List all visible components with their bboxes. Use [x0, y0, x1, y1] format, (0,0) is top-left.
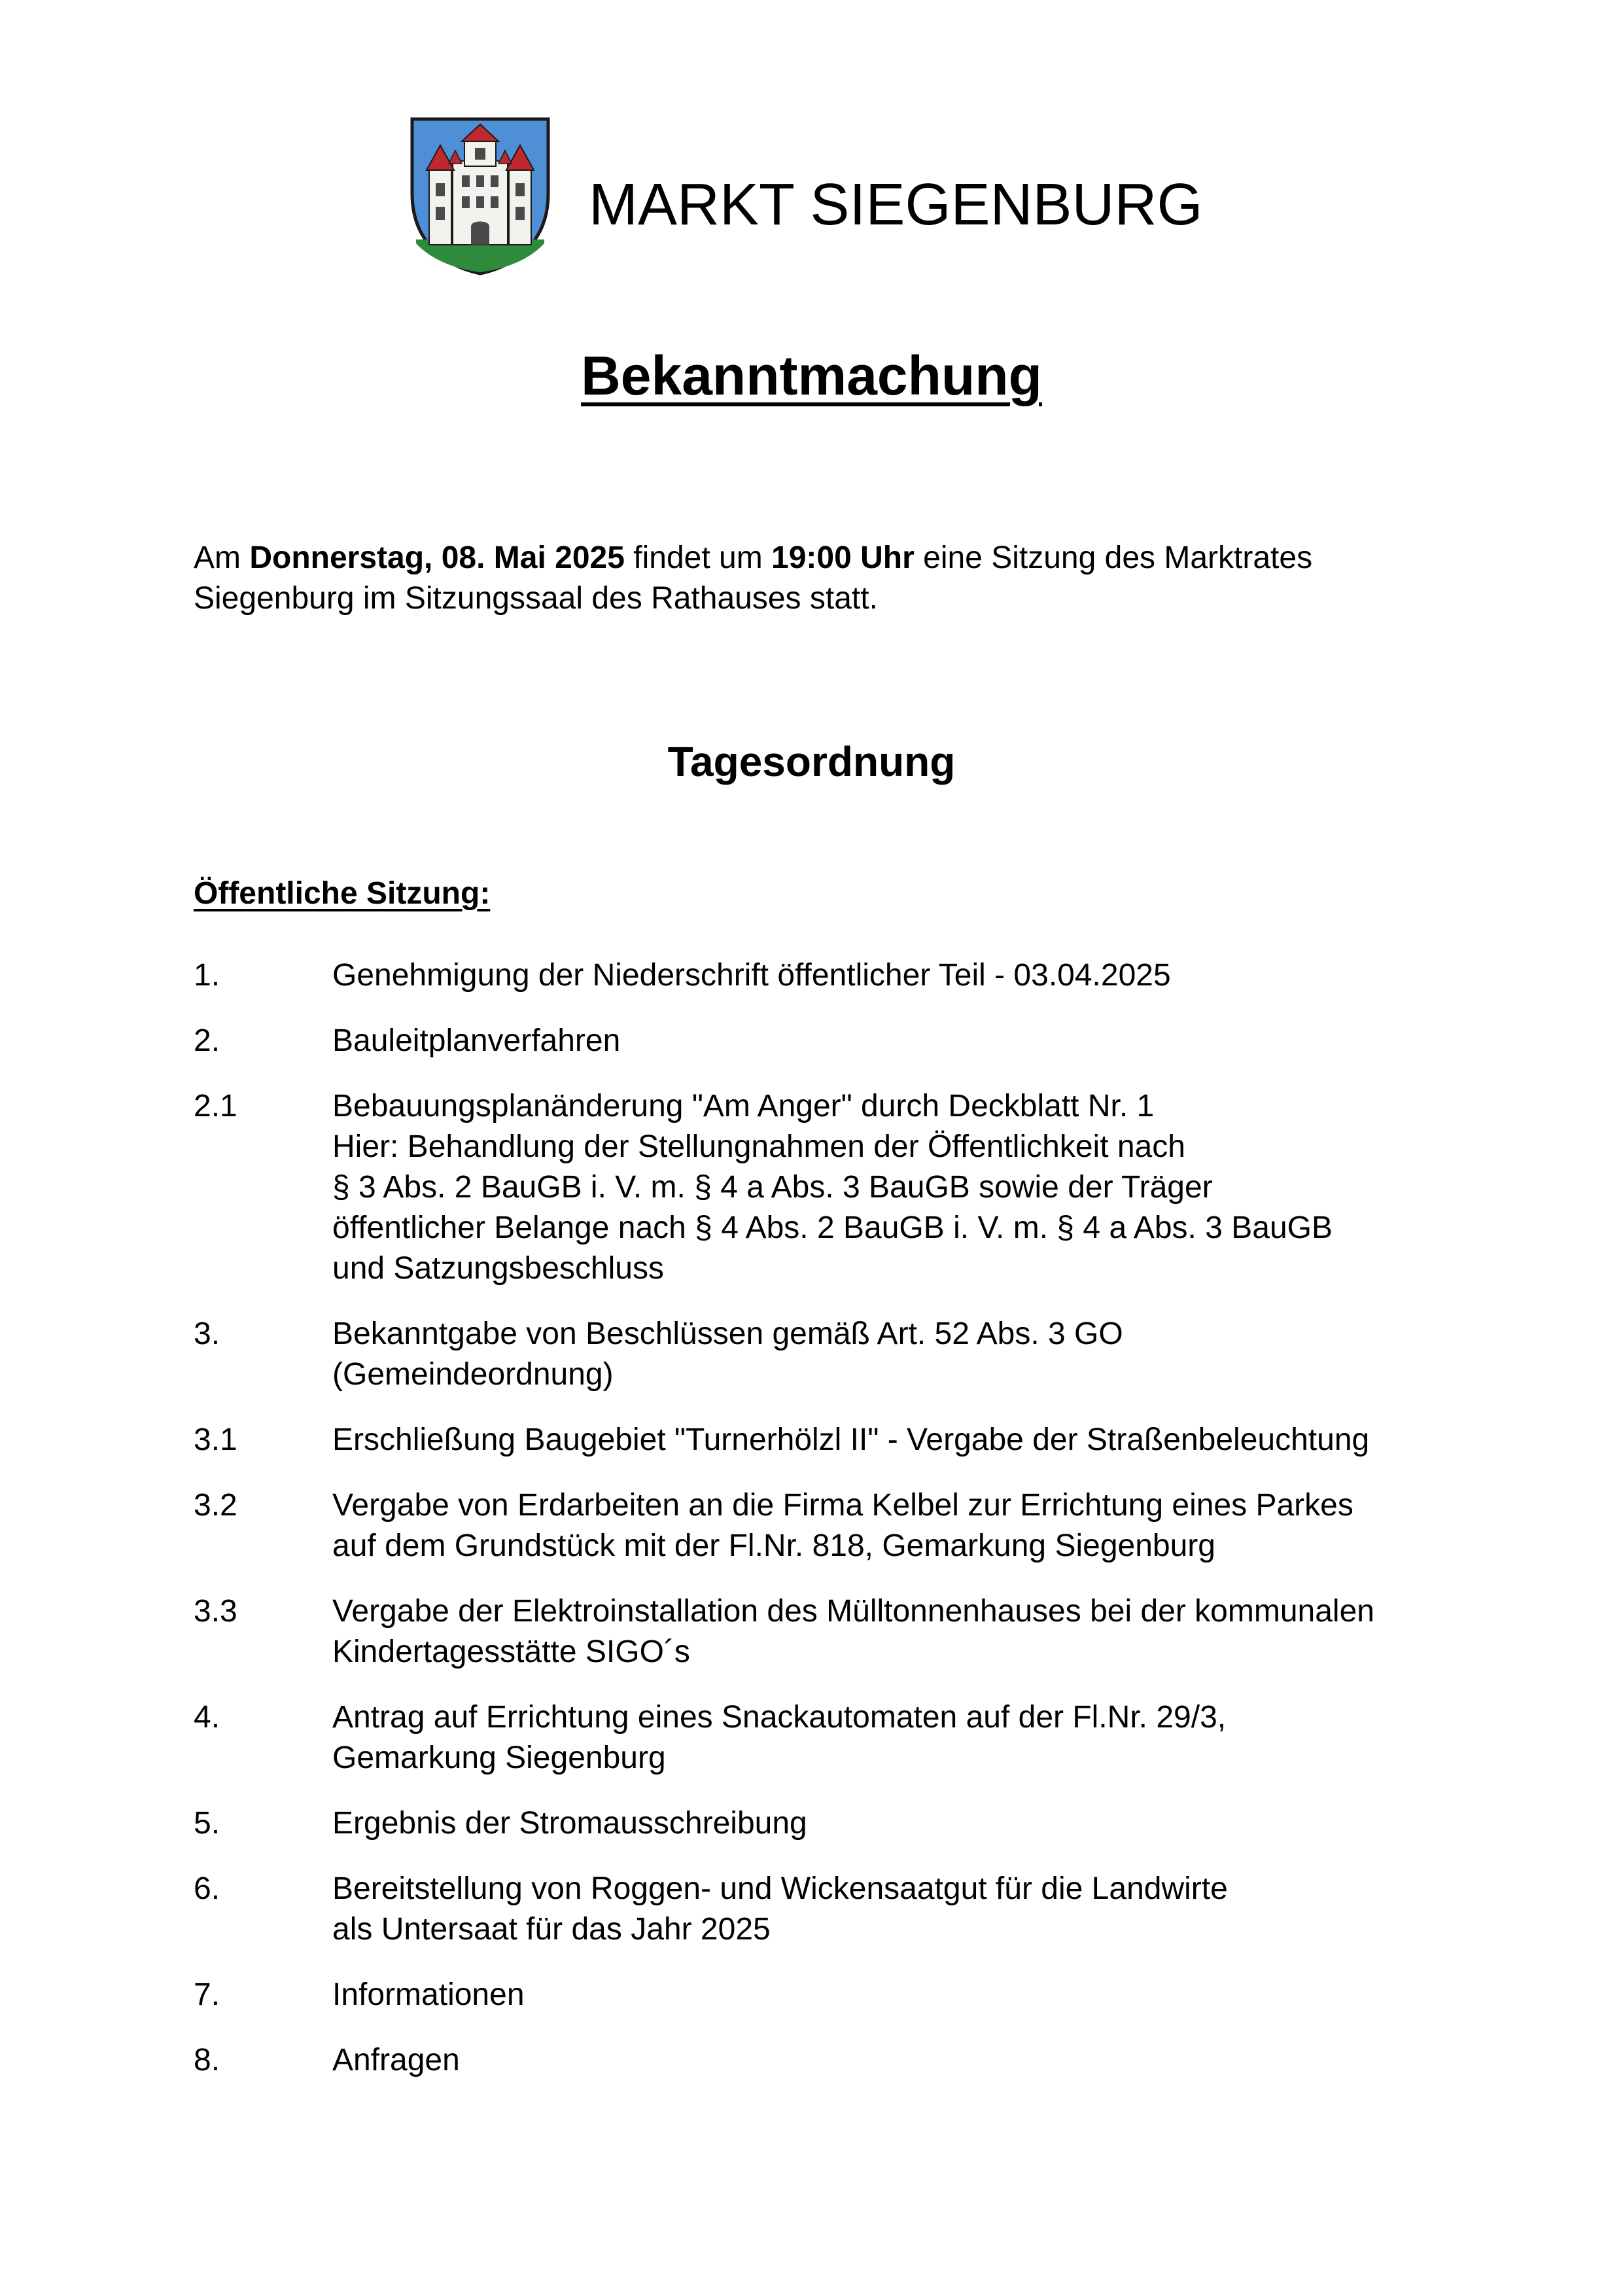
- castle-coat-of-arms-icon: [407, 115, 553, 276]
- agenda-item-number: 6.: [194, 1871, 220, 1906]
- document-title: Bekanntmachung: [581, 345, 1042, 406]
- intro-line-1: Am Donnerstag, 08. Mai 2025 findet um 19:00 Uhr eine Sitzung des Marktrates: [194, 540, 1313, 575]
- agenda-item-text: [332, 1803, 1502, 1844]
- agenda-item-number: 3.3: [194, 1594, 237, 1629]
- agenda-item-text: [332, 1975, 1502, 2015]
- section-heading: Öffentliche Sitzung:: [194, 876, 491, 911]
- agenda-item-text: [332, 1314, 1502, 1395]
- agenda-item-line: öffentlicher Belange nach § 4 Abs. 2 BauGB i. V. m. § 4 a Abs. 3 BauGB: [332, 1210, 1333, 1245]
- agenda-item-line: Ergebnis der Stromausschreibung: [332, 1806, 807, 1841]
- agenda-item-line: Anfragen: [332, 2043, 460, 2077]
- agenda-item-line: Bauleitplanverfahren: [332, 1023, 621, 1058]
- agenda-item-number: 1.: [194, 958, 220, 993]
- agenda-item-line: Informationen: [332, 1977, 525, 2012]
- agenda-item-number: 3.: [194, 1316, 220, 1351]
- agenda-item-number: 2.1: [194, 1089, 237, 1123]
- agenda-item: [194, 1420, 1502, 1460]
- agenda-item: [194, 1697, 1502, 1778]
- agenda-item: [194, 1591, 1502, 1672]
- agenda-item: [194, 1021, 1502, 1061]
- agenda-item-line: Antrag auf Errichtung eines Snackautomaten auf der Fl.Nr. 29/3,: [332, 1700, 1227, 1735]
- agenda-item-line: auf dem Grundstück mit der Fl.Nr. 818, Gemarkung Siegenburg: [332, 1528, 1215, 1563]
- agenda-item-line: § 3 Abs. 2 BauGB i. V. m. § 4 a Abs. 3 BauGB sowie der Träger: [332, 1170, 1213, 1205]
- meeting-date: Donnerstag, 08. Mai 2025: [249, 540, 625, 575]
- agenda-item-text: [332, 1021, 1502, 1061]
- agenda-item: [194, 2040, 1502, 2081]
- meeting-time: 19:00 Uhr: [771, 540, 915, 575]
- agenda-item-text: [332, 1591, 1502, 1672]
- agenda-item-line: (Gemeindeordnung): [332, 1357, 614, 1392]
- agenda-item: [194, 955, 1502, 996]
- agenda-item-line: Bereitstellung von Roggen- und Wickensaatgut für die Landwirte: [332, 1871, 1228, 1906]
- agenda-item-number: 3.2: [194, 1488, 237, 1523]
- agenda-item: [194, 1314, 1502, 1395]
- agenda-item-text: [332, 1420, 1502, 1460]
- agenda-item: [194, 1975, 1502, 2015]
- agenda-item-line: Kindertagesstätte SIGO´s: [332, 1634, 690, 1669]
- agenda-item: [194, 1485, 1502, 1566]
- intro-line-2: Siegenburg im Sitzungssaal des Rathauses statt.: [194, 581, 878, 616]
- agenda-item-line: Vergabe der Elektroinstallation des Mülltonnenhauses bei der kommunalen: [332, 1594, 1374, 1629]
- agenda-item-text: [332, 1869, 1502, 1950]
- org-name: MARKT SIEGENBURG: [589, 172, 1203, 238]
- agenda-item-line: Bekanntgabe von Beschlüssen gemäß Art. 52 Abs. 3 GO: [332, 1316, 1123, 1351]
- agenda-item-line: Hier: Behandlung der Stellungnahmen der Öffentlichkeit nach: [332, 1129, 1185, 1164]
- agenda-item-text: [332, 1485, 1502, 1566]
- agenda-item: [194, 1803, 1502, 1844]
- agenda-item-number: 8.: [194, 2043, 220, 2077]
- agenda-item-line: Gemarkung Siegenburg: [332, 1740, 666, 1775]
- agenda-item-text: [332, 955, 1502, 996]
- agenda-item-number: 2.: [194, 1023, 220, 1058]
- agenda-item-line: Bebauungsplanänderung "Am Anger" durch Deckblatt Nr. 1: [332, 1089, 1155, 1123]
- agenda-item-line: und Satzungsbeschluss: [332, 1251, 664, 1286]
- agenda-item-text: [332, 1086, 1502, 1289]
- agenda-item-number: 7.: [194, 1977, 220, 2012]
- agenda-item: [194, 1869, 1502, 1950]
- agenda-heading: Tagesordnung: [667, 738, 956, 785]
- agenda-item-number: 4.: [194, 1700, 220, 1735]
- agenda-item-number: 5.: [194, 1806, 220, 1841]
- agenda-item-text: [332, 2040, 1502, 2081]
- agenda-item-line: als Untersaat für das Jahr 2025: [332, 1912, 771, 1947]
- intro-paragraph: [194, 538, 1476, 619]
- agenda-item-line: Erschließung Baugebiet "Turnerhölzl II" - Vergabe der Straßenbeleuchtung: [332, 1422, 1370, 1457]
- agenda-item-number: 3.1: [194, 1422, 237, 1457]
- agenda-list: [194, 955, 1502, 2106]
- agenda-item: [194, 1086, 1502, 1289]
- agenda-item-line: Vergabe von Erdarbeiten an die Firma Kelbel zur Errichtung eines Parkes: [332, 1488, 1353, 1523]
- agenda-item-line: Genehmigung der Niederschrift öffentlicher Teil - 03.04.2025: [332, 958, 1171, 993]
- agenda-item-text: [332, 1697, 1502, 1778]
